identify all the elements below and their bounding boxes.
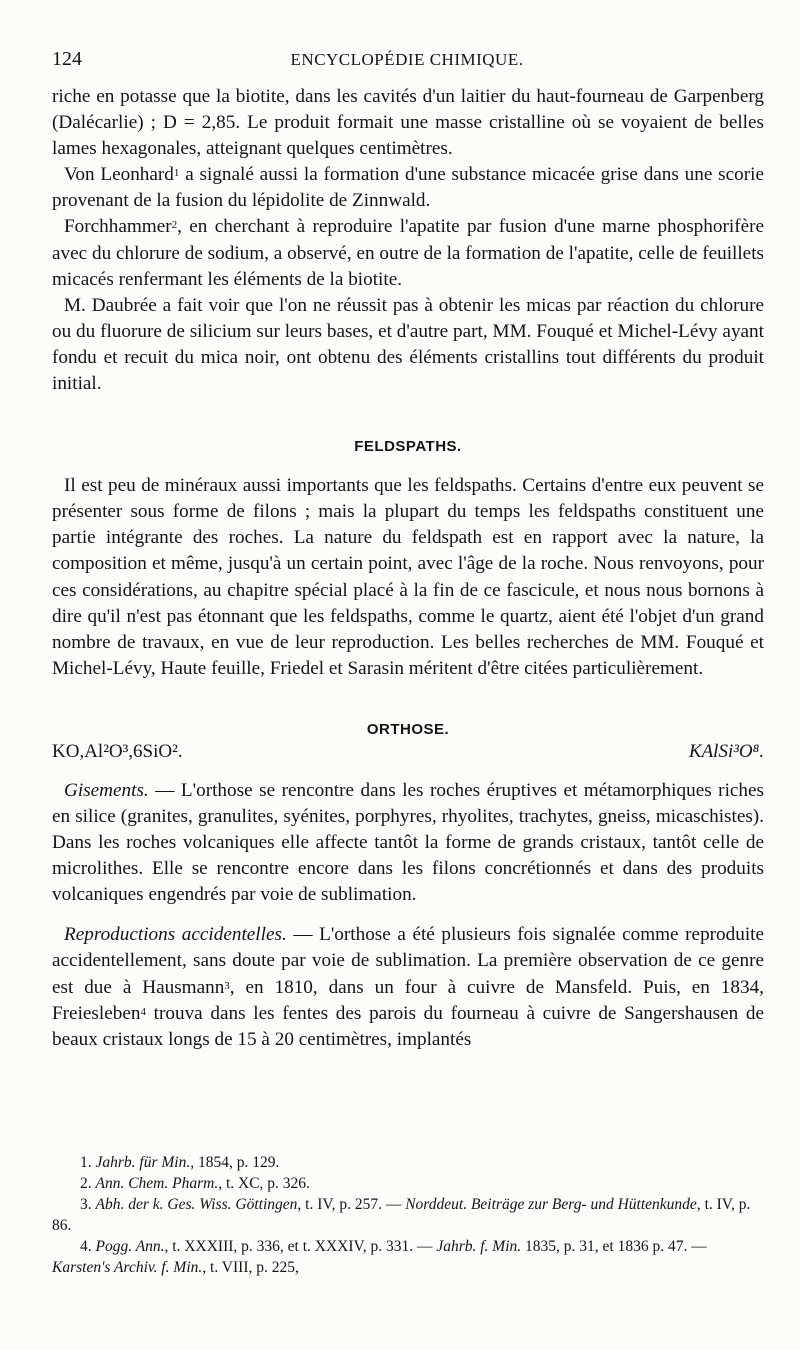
formula-oxide: KO,Al²O³,6SiO².: [52, 740, 183, 762]
paragraph-reproductions: Reproductions accidentelles. — L'orthose a été plusieurs fois signalée comme reproduite accidentellement, sans doute par voie de sublimation. La première observation de ce genre est due à Hausmann$^3$, en 1810, dans un four à cuivre de Mansfeld. Puis, en 1834, Freiesleben$^4$ trouva dans les fentes des parois du fourneau à cuivre de Sangershausen de beaux cristaux longs de 15 à 20 centimètres, implantés: [52, 924, 765, 1050]
footnote-2: 2. Ann. Chem. Pharm., t. XC, p. 326.: [80, 1175, 310, 1192]
section-title-feldspaths: FELDSPATHS.: [354, 438, 462, 456]
footnote-3: 3. Abh. der k. Ges. Wiss. Göttingen, t. IV, p. 257. — Norddeut. Beiträge zur Berg- und Hüttenkunde, t. IV, p. 86.: [52, 1196, 751, 1234]
lead-gisements: Gisements.: [64, 779, 149, 801]
footnote-1: 1. Jahrb. für Min., 1854, p. 129.: [80, 1154, 280, 1171]
footnote-ref-3: 3: [224, 979, 230, 992]
paragraph-gisements: Gisements. — L'orthose se rencontre dans les roches éruptives et métamorphiques riches en silice (granites, granulites, syénites, porphyres, rhyolites, trachytes, gneiss, micaschistes). Dans les roches volcaniques elle affecte tantôt la forme de grands cristaux, tantôt celle de microlithes. Elle se rencontre encore dans les filons concrétionnés et dans des produits volcaniques engendrés par voie de sublimation.: [52, 779, 764, 906]
footnotes: [52, 1152, 764, 1278]
page-number: 124: [52, 48, 82, 70]
running-title: ENCYCLOPÉDIE CHIMIQUE.: [290, 50, 524, 69]
page-header: [52, 48, 762, 78]
formula-atomic: KAlSi³O⁸.: [688, 740, 764, 762]
page-body: [52, 84, 764, 1053]
paragraph-garpenberg: riche en potasse que la biotite, dans les cavités d'un laitier du haut-fourneau de Garpenberg (Dalécarlie) ; D = 2,85. Le produit formait une masse cristalline où se voyaient de belles lames hexagonales, atteignant quelques centimètres.: [52, 86, 764, 160]
footnote-ref-1: 1: [173, 167, 180, 180]
formula-line: [52, 740, 764, 764]
lead-reproductions: Reproductions accidentelles.: [64, 924, 287, 946]
section-title-orthose: ORTHOSE.: [366, 720, 450, 738]
footnote-ref-2: 2: [171, 219, 178, 232]
paragraph-feldspaths: Il est peu de minéraux aussi importants que les feldspaths. Certains d'entre eux peuvent se présenter sous forme de filons ; mais la plupart du temps les feldspaths constituent une partie intégrante des roches. La nature du feldspath est en rapport avec la nature, la composition et même, jusqu'à un certain point, avec l'âge de la roche. Nous renvoyons, pour ces considérations, au chapitre spécial placé à la fin de ce fascicule, et nous nous bornons à dire qu'il n'est pas étonnant que les feldspaths, comme le quartz, aient été l'objet d'un grand nombre de travaux, en vue de leur reproduction. Les belles recherches de MM. Fouqué et Michel-Lévy, Haute feuille, Friedel et Sarasin méritent d'être citées particulièrement.: [52, 475, 764, 679]
footnote-4: 4. Pogg. Ann., t. XXXIII, p. 336, et t. XXXIV, p. 331. — Jahrb. f. Min. 1835, p. 31, et 1836 p. 47. — Karsten's Archiv. f. Min., t. VIII, p. 225,: [52, 1238, 707, 1276]
footnote-ref-4: 4: [140, 1005, 146, 1018]
paragraph-daubree: M. Daubrée a fait voir que l'on ne réussit pas à obtenir les micas par réaction du chlorure ou du fluorure de silicium sur leurs bases, et d'autre part, MM. Fouqué et Michel-Lévy ayant fondu et recuit du mica noir, ont obtenu des éléments cristallins tout différents du produit initial.: [52, 294, 764, 395]
paragraph-leonhard: Von Leonhard$^1$ a signalé aussi la formation d'une substance micacée grise dans une scorie provenant de la fusion du lépidolite de Zinnwald.: [52, 164, 764, 212]
paragraph-forchhammer: Forchhammer$^2$, en cherchant à reproduire l'apatite par fusion d'une marne phosphorifère avec du chlorure de sodium, a observé, en outre de la formation de l'apatite, celle de feuillets micacés renfermant les éléments de la biotite.: [52, 216, 764, 290]
